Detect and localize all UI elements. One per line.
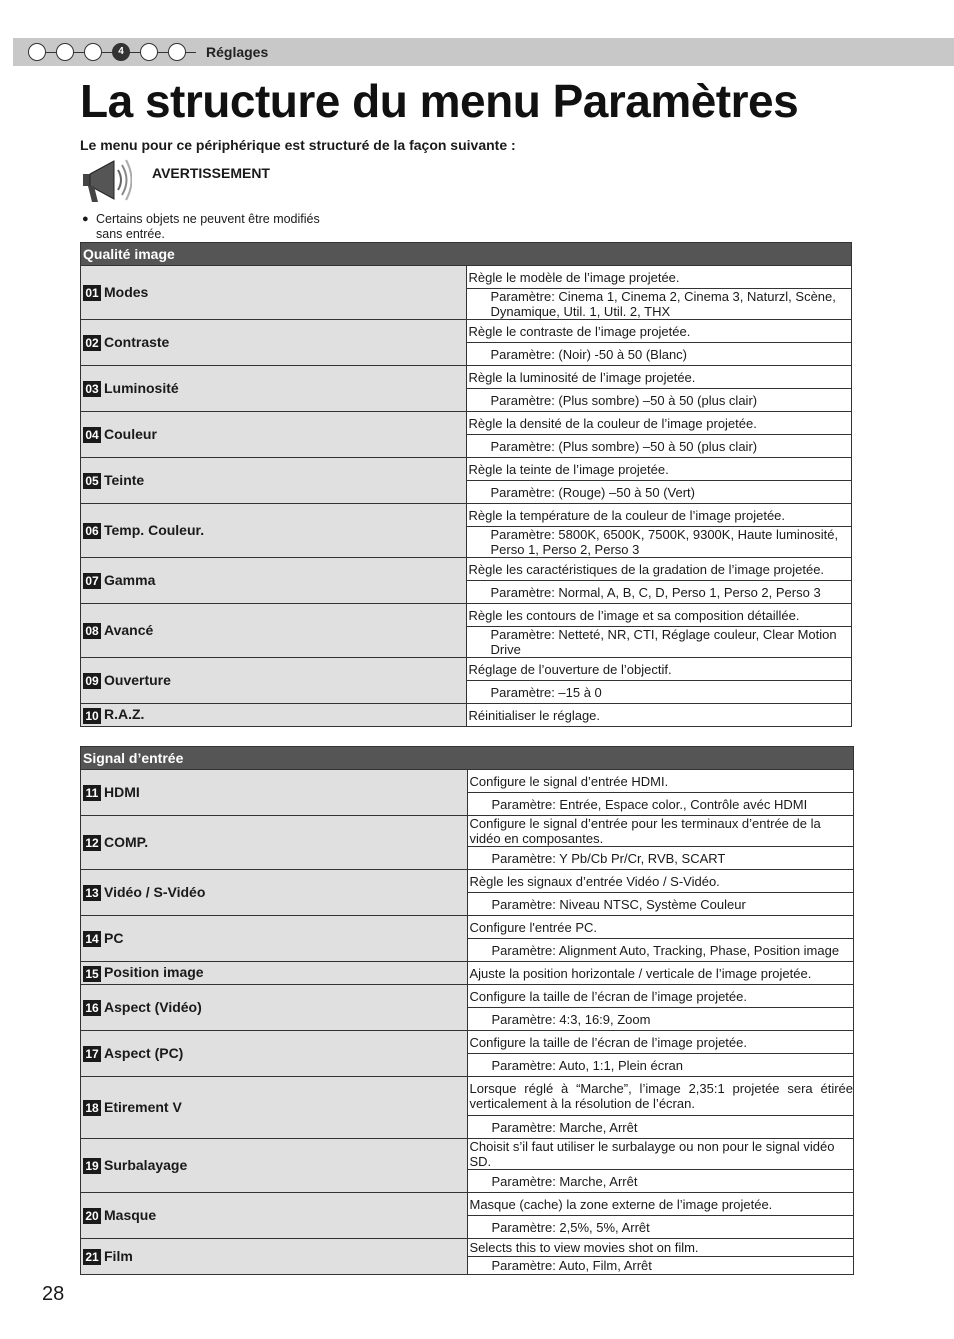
setting-name: Aspect (Vidéo) <box>104 998 202 1015</box>
setting-parameters: Paramètre: Netteté, NR, CTI, Réglage couleur, Clear Motion Drive <box>466 627 852 658</box>
table-row <box>81 704 852 727</box>
setting-description: Réinitialiser le réglage. <box>466 704 852 727</box>
setting-name: R.A.Z. <box>104 706 145 723</box>
setting-description: Règle le modèle de l’image projetée. <box>466 266 852 289</box>
item-number-badge: 04 <box>83 427 101 443</box>
setting-description: Réglage de l’ouverture de l’objectif. <box>466 658 852 681</box>
item-number-badge: 17 <box>83 1046 101 1062</box>
table-header: Signal d’entrée <box>81 747 854 770</box>
setting-description: Règle la densité de la couleur de l’image projetée. <box>466 412 852 435</box>
setting-parameters: Paramètre: (Plus sombre) –50 à 50 (plus clair) <box>466 435 852 458</box>
setting-name: Luminosité <box>104 379 179 396</box>
table-row <box>81 816 854 847</box>
item-number-badge: 14 <box>83 931 101 947</box>
setting-name: Contraste <box>104 333 170 350</box>
table-row <box>81 558 852 581</box>
setting-parameters: Paramètre: Entrée, Espace color., Contrôle avéc HDMI <box>467 793 854 816</box>
setting-parameters: Paramètre: (Noir) -50 à 50 (Blanc) <box>466 343 852 366</box>
setting-parameters: Paramètre: Cinema 1, Cinema 2, Cinema 3, Naturzl, Scène, Dynamique, Util. 1, Util. 2, THX <box>466 289 852 320</box>
item-number-badge: 19 <box>83 1158 101 1174</box>
setting-name: PC <box>104 929 124 946</box>
setting-name-cell <box>81 985 468 1031</box>
setting-parameters: Paramètre: Niveau NTSC, Système Couleur <box>467 893 854 916</box>
setting-name: HDMI <box>104 783 140 800</box>
setting-name-cell <box>81 1139 468 1193</box>
setting-description: Règle la température de la couleur de l’image projetée. <box>466 504 852 527</box>
setting-parameters: Paramètre: 5800K, 6500K, 7500K, 9300K, Haute luminosité, Perso 1, Perso 2, Perso 3 <box>466 527 852 558</box>
setting-name-cell <box>81 1077 468 1139</box>
setting-name-cell <box>81 1239 468 1275</box>
setting-name-cell <box>81 658 467 704</box>
setting-parameters: Paramètre: –15 à 0 <box>466 681 852 704</box>
setting-name: Ouverture <box>104 671 171 688</box>
setting-name: Avancé <box>104 621 154 638</box>
table-row <box>81 985 854 1008</box>
item-number-badge: 07 <box>83 573 101 589</box>
setting-description: Configure le signal d’entrée HDMI. <box>467 770 854 793</box>
chapter-dot-current: 4 <box>112 43 130 61</box>
table-row <box>81 366 852 389</box>
table-row <box>81 266 852 289</box>
setting-name-cell <box>81 412 467 458</box>
setting-parameters: Paramètre: 4:3, 16:9, Zoom <box>467 1008 854 1031</box>
setting-name: Position image <box>104 964 204 981</box>
table-row <box>81 504 852 527</box>
setting-name-cell <box>81 1193 468 1239</box>
setting-name: Masque <box>104 1206 157 1223</box>
setting-name: Couleur <box>104 425 157 442</box>
warning-label: AVERTISSEMENT <box>152 165 270 181</box>
chapter-dot-2 <box>56 43 74 61</box>
setting-name-cell <box>81 558 467 604</box>
setting-description: Règle la teinte de l’image projetée. <box>466 458 852 481</box>
setting-name: Etirement V <box>104 1098 182 1115</box>
table-header: Qualité image <box>81 243 852 266</box>
setting-name-cell <box>81 962 468 985</box>
setting-name: Modes <box>104 283 149 300</box>
quality-image-table <box>80 242 852 727</box>
page-title: La structure du menu Paramètres <box>80 75 799 127</box>
setting-name-cell <box>81 1031 468 1077</box>
page-number: 28 <box>42 1283 65 1305</box>
item-number-badge: 09 <box>83 673 101 689</box>
setting-parameters: Paramètre: Normal, A, B, C, D, Perso 1, Perso 2, Perso 3 <box>466 581 852 604</box>
item-number-badge: 05 <box>83 473 101 489</box>
table-row <box>81 1139 854 1170</box>
item-number-badge: 16 <box>83 1000 101 1016</box>
item-number-badge: 18 <box>83 1100 101 1116</box>
setting-name-cell <box>81 816 468 870</box>
setting-name: Aspect (PC) <box>104 1044 184 1061</box>
setting-description: Configure l'entrée PC. <box>467 916 854 939</box>
chapter-dot-3 <box>84 43 102 61</box>
chapter-dot-5 <box>140 43 158 61</box>
setting-parameters: Paramètre: Y Pb/Cb Pr/Cr, RVB, SCART <box>467 847 854 870</box>
setting-name: Teinte <box>104 471 145 488</box>
table-row <box>81 658 852 681</box>
table-row <box>81 916 854 939</box>
setting-name-cell <box>81 266 467 320</box>
item-number-badge: 11 <box>83 785 101 801</box>
setting-parameters: Paramètre: Auto, Film, Arrêt <box>467 1257 854 1275</box>
table-row <box>81 962 854 985</box>
setting-name: Vidéo / S-Vidéo <box>104 883 206 900</box>
setting-name-cell <box>81 916 468 962</box>
setting-name-cell <box>81 504 467 558</box>
table-row <box>81 604 852 627</box>
warning-note <box>82 212 362 242</box>
setting-parameters: Paramètre: 2,5%, 5%, Arrêt <box>467 1216 854 1239</box>
megaphone-icon <box>80 154 132 206</box>
setting-description: Configure la taille de l’écran de l’image projetée. <box>467 1031 854 1054</box>
item-number-badge: 01 <box>83 285 101 301</box>
setting-name: Film <box>104 1247 133 1264</box>
item-number-badge: 08 <box>83 623 101 639</box>
chapter-navigation <box>28 43 196 61</box>
setting-name-cell <box>81 366 467 412</box>
table-header-row <box>81 747 854 770</box>
item-number-badge: 10 <box>83 708 101 724</box>
setting-description: Selects this to view movies shot on film. <box>467 1239 854 1257</box>
item-number-badge: 20 <box>83 1208 101 1224</box>
setting-description: Règle les caractéristiques de la gradation de l’image projetée. <box>466 558 852 581</box>
setting-description: Règle la luminosité de l’image projetée. <box>466 366 852 389</box>
table-row <box>81 1031 854 1054</box>
table-header-row <box>81 243 852 266</box>
setting-parameters: Paramètre: Marche, Arrêt <box>467 1116 854 1139</box>
table-row <box>81 770 854 793</box>
setting-description: Configure le signal d’entrée pour les terminaux d’entrée de la vidéo en composantes. <box>467 816 854 847</box>
item-number-badge: 06 <box>83 523 101 539</box>
setting-description: Masque (cache) la zone externe de l’image projetée. <box>467 1193 854 1216</box>
chapter-dot-1 <box>28 43 46 61</box>
setting-name: Temp. Couleur. <box>104 521 205 538</box>
setting-description: Règle les contours de l’image et sa composition détaillée. <box>466 604 852 627</box>
item-number-badge: 13 <box>83 885 101 901</box>
setting-parameters: Paramètre: Marche, Arrêt <box>467 1170 854 1193</box>
setting-description: Configure la taille de l’écran de l’image projetée. <box>467 985 854 1008</box>
item-number-badge: 21 <box>83 1249 101 1265</box>
setting-name: Surbalayage <box>104 1156 188 1173</box>
setting-name: COMP. <box>104 833 149 850</box>
setting-name-cell <box>81 770 468 816</box>
setting-name-cell <box>81 604 467 658</box>
setting-name-cell <box>81 704 467 727</box>
table-row <box>81 1239 854 1257</box>
item-number-badge: 03 <box>83 381 101 397</box>
setting-parameters: Paramètre: (Rouge) –50 à 50 (Vert) <box>466 481 852 504</box>
setting-description: Choisit s’il faut utiliser le surbalayge ou non pour le signal vidéo SD. <box>467 1139 854 1170</box>
item-number-badge: 12 <box>83 835 101 851</box>
table-row <box>81 1077 854 1116</box>
setting-parameters: Paramètre: (Plus sombre) –50 à 50 (plus clair) <box>466 389 852 412</box>
input-signal-table <box>80 746 854 1275</box>
setting-name-cell <box>81 458 467 504</box>
section-label: Réglages <box>206 44 269 60</box>
table-row <box>81 1193 854 1216</box>
setting-parameters: Paramètre: Alignment Auto, Tracking, Phase, Position image <box>467 939 854 962</box>
intro-text: Le menu pour ce périphérique est structuré de la façon suivante : <box>80 137 516 153</box>
table-row <box>81 870 854 893</box>
bullet-icon: ● <box>82 213 89 225</box>
item-number-badge: 15 <box>83 966 101 982</box>
setting-description: Règle le contraste de l’image projetée. <box>466 320 852 343</box>
note-line-1: Certains objets ne peuvent être modifiés <box>96 212 320 226</box>
setting-name-cell <box>81 870 468 916</box>
chapter-dot-6 <box>168 43 186 61</box>
setting-parameters: Paramètre: Auto, 1:1, Plein écran <box>467 1054 854 1077</box>
setting-description: Ajuste la position horizontale / verticale de l’image projetée. <box>467 962 854 985</box>
table-row <box>81 458 852 481</box>
setting-name: Gamma <box>104 571 156 588</box>
table-row <box>81 320 852 343</box>
setting-name-cell <box>81 320 467 366</box>
table-row <box>81 412 852 435</box>
setting-description: Lorsque réglé à “Marche”, l’image 2,35:1 projetée sera étirée verticalement à la résolution de l’écran. <box>467 1077 854 1116</box>
note-line-2: sans entrée. <box>96 227 165 241</box>
setting-description: Règle les signaux d’entrée Vidéo / S-Vidéo. <box>467 870 854 893</box>
item-number-badge: 02 <box>83 335 101 351</box>
